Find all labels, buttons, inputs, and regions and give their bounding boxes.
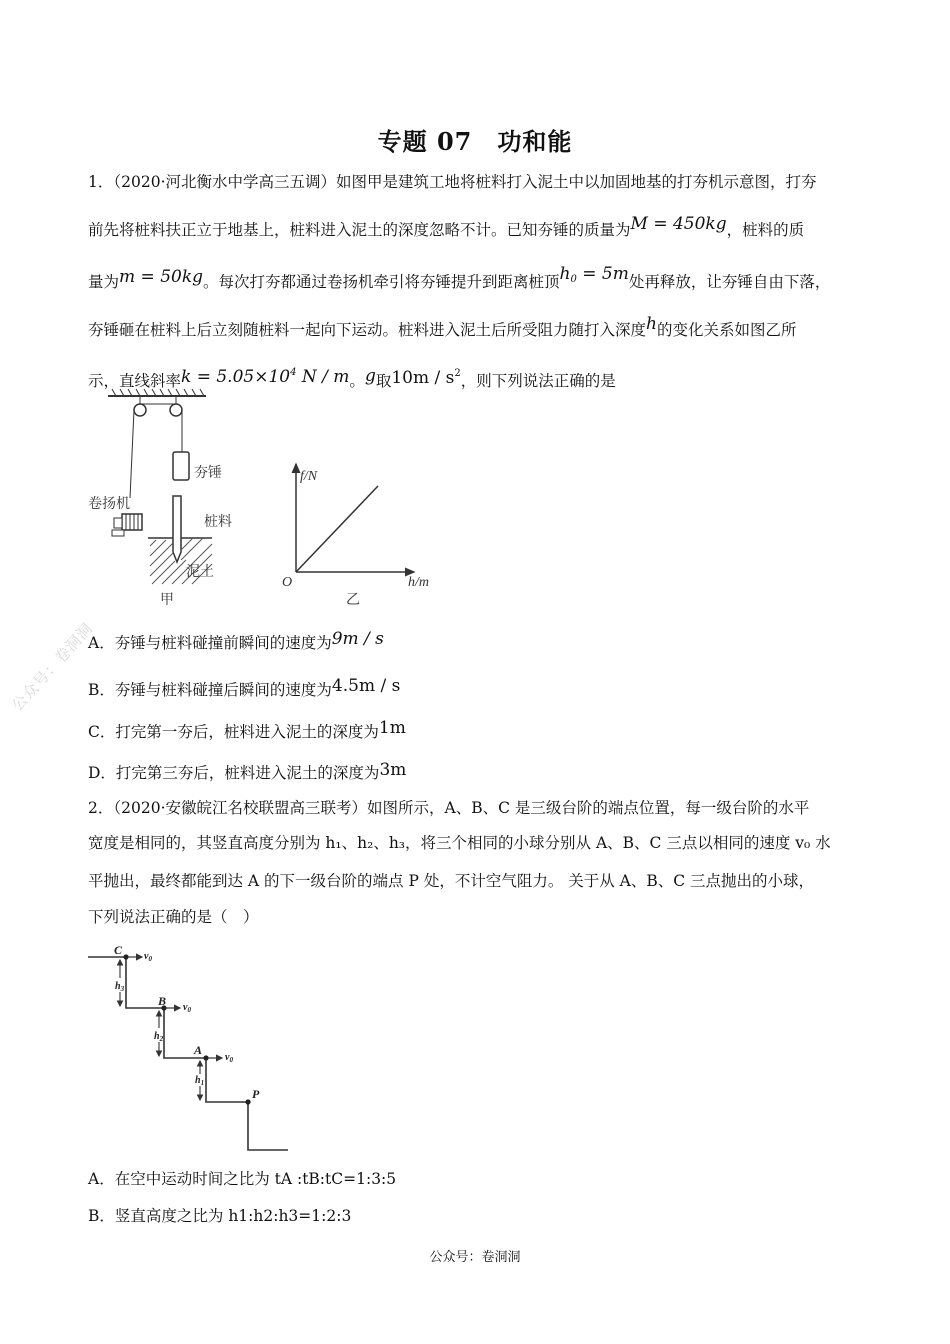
point-a — [203, 1055, 208, 1060]
q1-option-d[interactable]: D．打完第三夯后，桩料进入泥土的深度为3m — [88, 760, 407, 782]
label-c: C — [114, 943, 123, 957]
q2-line-3: 平抛出，最终都能到达 A 的下一级台阶的端点 P 处，不计空气阻力。 关于从 A、B、C 三点抛出的小球， — [88, 872, 815, 890]
label-a: A — [194, 1043, 203, 1057]
pulley-right-icon — [170, 404, 182, 416]
y-axis-label: f/N — [300, 469, 318, 484]
velocity-label-a: $v_0$ — [225, 1052, 233, 1064]
point-c — [123, 954, 128, 959]
x-axis-label: h/m — [408, 575, 429, 590]
velocity-label-b: $v_0$ — [183, 1002, 191, 1014]
q2-line-1: 2．（2020·安徽皖江名校联盟高三联考）如图所示，A、B、C 是三级台阶的端点位置，每一级台阶的水平 — [88, 799, 810, 817]
label-soil: 泥土 — [186, 563, 214, 579]
q1-option-a[interactable]: A．夯锤与桩料碰撞前瞬间的速度为9m / s — [88, 629, 384, 652]
height-label-h2: $h_2$ — [154, 1031, 164, 1043]
q2-line-2: 宽度是相同的，其竖直高度分别为 h₁、h₂、h₃，将三个相同的小球分别从 A、B、C 三点以相同的速度 v₀ 水 — [88, 834, 831, 852]
label-p: P — [252, 1087, 260, 1101]
q1-option-c[interactable]: C．打完第一夯后，桩料进入泥土的深度为1m — [88, 718, 406, 741]
caption-yi: 乙 — [346, 591, 360, 607]
footer: 公众号：卷洞洞 — [429, 1250, 521, 1265]
q2-option-b[interactable]: B．竖直高度之比为 h1:h2:h3=1:2:3 — [88, 1207, 352, 1225]
label-pile: 桩料 — [204, 513, 232, 529]
label-hammer: 夯锤 — [194, 464, 222, 480]
label-b: B — [158, 994, 167, 1008]
q2-line-4: 下列说法正确的是（ ） — [88, 908, 259, 926]
caption-jia: 甲 — [160, 591, 174, 607]
q1-line-2: 前先将桩料扶正立于地基上，桩料进入泥土的深度忽略不计。已知夯锤的质量为M = 450kg，桩料的质 — [88, 214, 805, 239]
origin-label: O — [282, 575, 293, 590]
point-p — [245, 1099, 250, 1104]
q1-line-5: 示，直线斜率$k = 5.05\times 10^4$ N / m。g取$10m / s^2$，则下列说法正确的是 — [88, 366, 616, 390]
winch-shape — [122, 514, 142, 530]
figure-staircase — [86, 940, 296, 1156]
label-winch: 卷扬机 — [88, 495, 130, 511]
watermark: 公众号：卷洞洞 — [8, 619, 97, 715]
page-title: 专题 07 功和能 — [377, 127, 573, 156]
pile-shape — [173, 496, 181, 562]
q1-line-1: 1．（2020·河北衡水中学高三五调）如图甲是建筑工地将桩料打入泥土中以加固地基的打夯机示意图，打夯 — [88, 173, 817, 191]
q1-line-3: 量为m = 50kg。每次打夯都通过卷扬机牵引将夯锤提升到距离桩顶$h_0 = 5m$处再释放，让夯锤自由下落， — [88, 264, 831, 291]
pulley-left-icon — [134, 404, 146, 416]
height-label-h3: $h_3$ — [115, 981, 125, 993]
q2-option-a[interactable]: A．在空中运动时间之比为 tA :tB:tC=1:3:5 — [88, 1170, 397, 1188]
velocity-label-c: $v_0$ — [144, 951, 152, 963]
height-label-h1: $h_1$ — [195, 1075, 205, 1087]
figure-pile-driver — [86, 386, 246, 610]
hammer-shape — [173, 452, 189, 480]
force-line — [296, 486, 378, 572]
q1-line-4: 夯锤砸在桩料上后立刻随桩料一起向下运动。桩料进入泥土后所受阻力随打入深度h的变化关系如图乙所 — [88, 314, 797, 339]
q1-option-b[interactable]: B．夯锤与桩料碰撞后瞬间的速度为4.5m / s — [88, 676, 401, 699]
figure-force-depth-graph — [276, 458, 446, 608]
